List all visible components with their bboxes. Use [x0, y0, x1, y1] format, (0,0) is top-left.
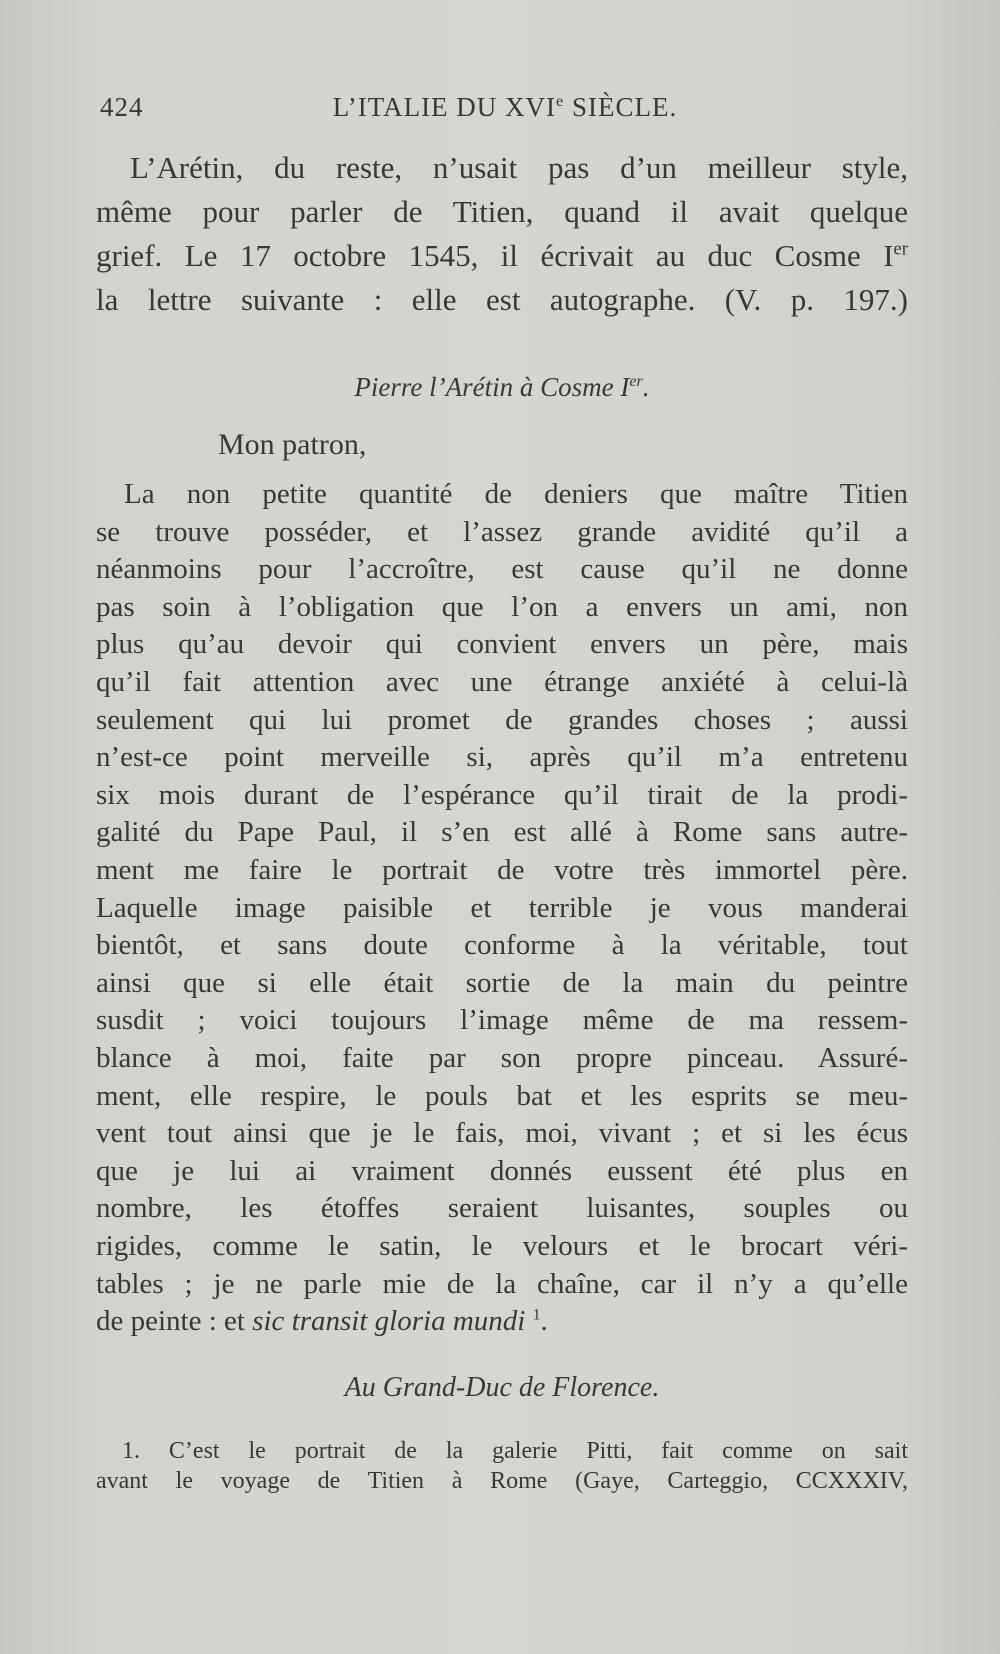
running-title: L’ITALIE DU XVIe SIÈCLE.: [332, 92, 678, 122]
letter-line: nombre, les étoffes seraient luisantes, souples ou: [96, 1192, 908, 1225]
letter-line: plus qu’au devoir qui convient envers un père, mais: [96, 628, 908, 661]
footnote-line: 1. C’est le portrait de la galerie Pitti, fait comme on sait: [122, 1438, 908, 1464]
letter-line: néanmoins pour l’accroître, est cause qu’il ne donne: [96, 553, 908, 586]
letter-line: seulement qui lui promet de grandes choses ; aussi: [96, 703, 908, 736]
letter-line: vent tout ainsi que je le fais, moi, vivant ; et si les écus: [96, 1117, 908, 1150]
page-number: 424: [100, 92, 144, 122]
letter-line: n’est-ce point merveille si, après qu’il m’a entretenu: [96, 741, 908, 774]
letter-line: tables ; je ne parle mie de la chaîne, car il n’y a qu’elle: [96, 1267, 908, 1300]
letter-line: bientôt, et sans doute conforme à la véritable, tout: [96, 929, 908, 962]
intro-line: la lettre suivante : elle est autographe. (V. p. 197.): [96, 282, 908, 317]
footnote-ref: 1: [532, 1306, 541, 1324]
letter-line: rigides, comme le satin, le velours et le brocart véri-: [96, 1230, 908, 1262]
running-head: [100, 92, 910, 132]
letter-line: que je lui ai vraiment donnés eussent été plus en: [96, 1154, 908, 1187]
letter-line: ment me faire le portrait de votre très immortel père.: [96, 854, 908, 886]
letter-line: se trouve posséder, et l’assez grande avidité qu’il a: [96, 515, 908, 548]
letter-line: blance à moi, faite par son propre pinceau. Assuré-: [96, 1042, 908, 1074]
salutation: Mon patron,: [218, 428, 367, 461]
letter-heading: Pierre l’Arétin à Cosme Ier.: [354, 372, 650, 402]
letter-line: pas soin à l’obligation que l’on a envers un ami, non: [96, 590, 908, 623]
letter-line: ainsi que si elle était sortie de la main du peintre: [96, 966, 908, 999]
letter-line: La non petite quantité de deniers que maître Titien: [124, 478, 908, 510]
letter-line: galité du Pape Paul, il s’en est allé à Rome sans autre-: [96, 816, 908, 849]
intro-line: grief. Le 17 octobre 1545, il écrivait au duc Cosme Ier: [96, 238, 908, 273]
intro-line: L’Arétin, du reste, n’usait pas d’un meilleur style,: [130, 150, 908, 185]
closing-line: Au Grand-Duc de Florence.: [344, 1372, 660, 1403]
latin-phrase: sic transit gloria mundi: [252, 1305, 526, 1338]
letter-last-line: de peinte : et sic transit gloria mundi $^1$.: [96, 1305, 548, 1338]
intro-line: même pour parler de Titien, quand il avait quelque: [96, 194, 908, 229]
letter-line: Laquelle image paisible et terrible je vous manderai: [96, 891, 908, 924]
footnote-line: avant le voyage de Titien à Rome (Gaye, Carteggio, CCXXXIV,: [96, 1468, 908, 1494]
letter-line: susdit ; voici toujours l’image même de ma ressem-: [96, 1004, 908, 1037]
letter-line: ment, elle respire, le pouls bat et les esprits se meu-: [96, 1079, 908, 1112]
letter-line: six mois durant de l’espérance qu’il tirait de la prodi-: [96, 778, 908, 811]
letter-line: qu’il fait attention avec une étrange anxiété à celui-là: [96, 666, 908, 698]
